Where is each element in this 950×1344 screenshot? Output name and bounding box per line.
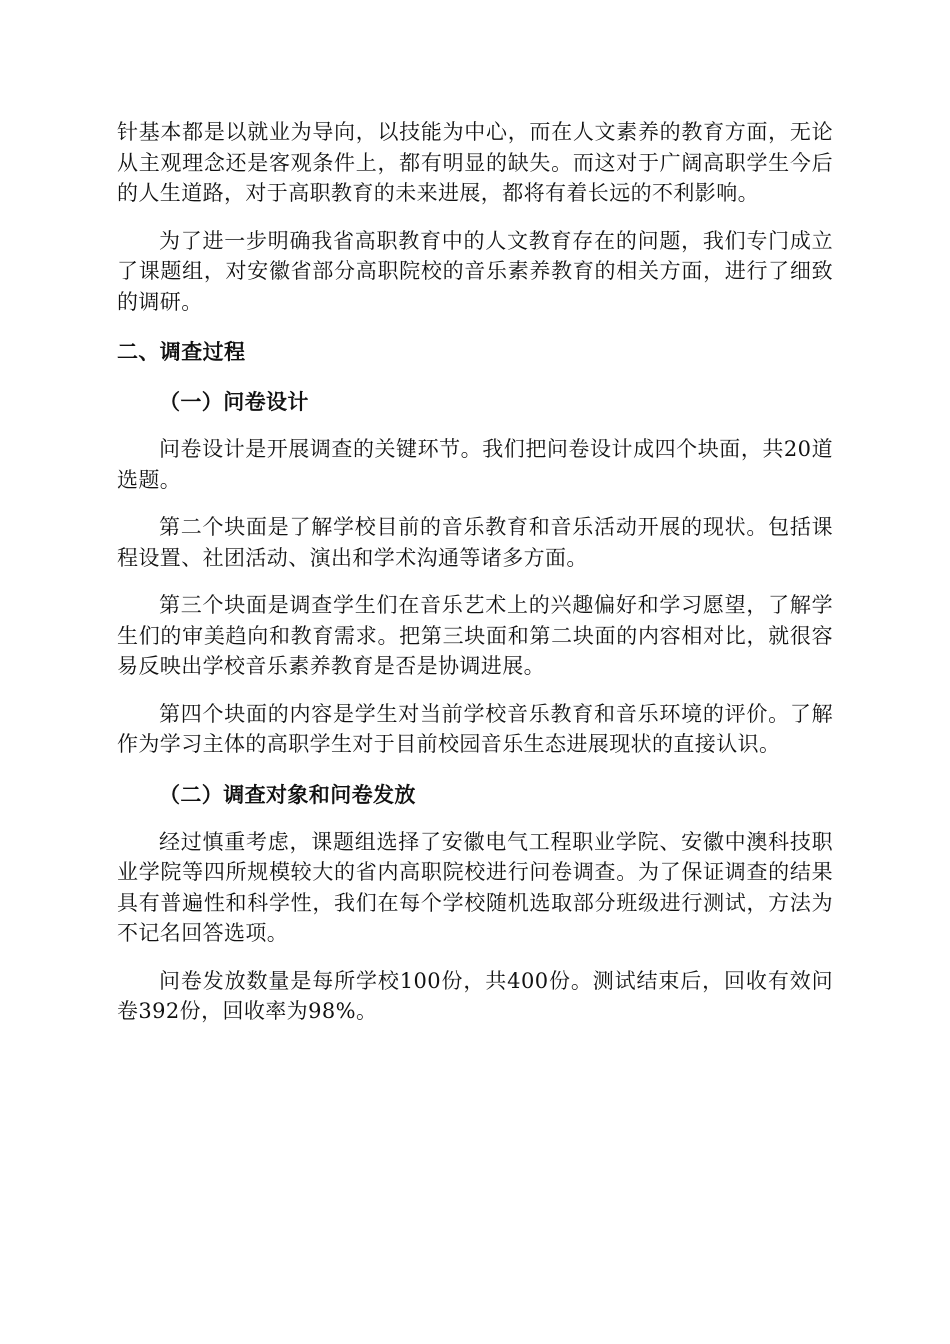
paragraph-continued: 针基本都是以就业为导向，以技能为中心，而在人文素养的教育方面，无论从主观理念还是客观条件上，都有明显的缺失。而这对于广阔高职学生今后的人生道路，对于高职教育的未来进展，都将有着长远的不利影响。 <box>117 120 833 205</box>
document-body <box>117 117 833 1027</box>
paragraph-survey-selection: 经过慎重考虑，课题组选择了安徽电气工程职业学院、安徽中澳科技职业学院等四所规模较大的省内高职院校进行问卷调查。为了保证调查的结果具有普遍性和科学性，我们在每个学校随机选取部分班级进行测试，方法为不记名回答选项。 <box>117 829 833 945</box>
paragraph-block-two: 第二个块面是了解学校目前的音乐教育和音乐活动开展的现状。包括课程设置、社团活动、演出和学术沟通等诸多方面。 <box>117 515 833 570</box>
paragraph-design-overview: 问卷设计是开展调查的关键环节。我们把问卷设计成四个块面，共20道选题。 <box>117 437 833 492</box>
paragraph-research-purpose: 为了进一步明确我省高职教育中的人文教育存在的问题，我们专门成立了课题组，对安徽省部分高职院校的音乐素养教育的相关方面，进行了细致的调研。 <box>117 228 833 314</box>
subheading-questionnaire-design: （一）问卷设计 <box>159 389 309 414</box>
paragraph-block-three: 第三个块面是调查学生们在音乐艺术上的兴趣偏好和学习愿望，了解学生们的审美趋向和教育需求。把第三块面和第二块面的内容相对比，就很容易反映出学校音乐素养教育是否是协调进展。 <box>117 593 833 678</box>
section-heading-survey-process: 二、调查过程 <box>117 340 246 364</box>
subheading-survey-subjects: （二）调查对象和问卷发放 <box>159 781 416 807</box>
paragraph-block-four: 第四个块面的内容是学生对当前学校音乐教育和音乐环境的评价。了解作为学习主体的高职学生对于目前校园音乐生态进展现状的直接认识。 <box>117 701 833 756</box>
paragraph-distribution-count: 问卷发放数量是每所学校100份，共400份。测试结束后，回收有效问卷392份，回收率为98%。 <box>117 968 833 1023</box>
